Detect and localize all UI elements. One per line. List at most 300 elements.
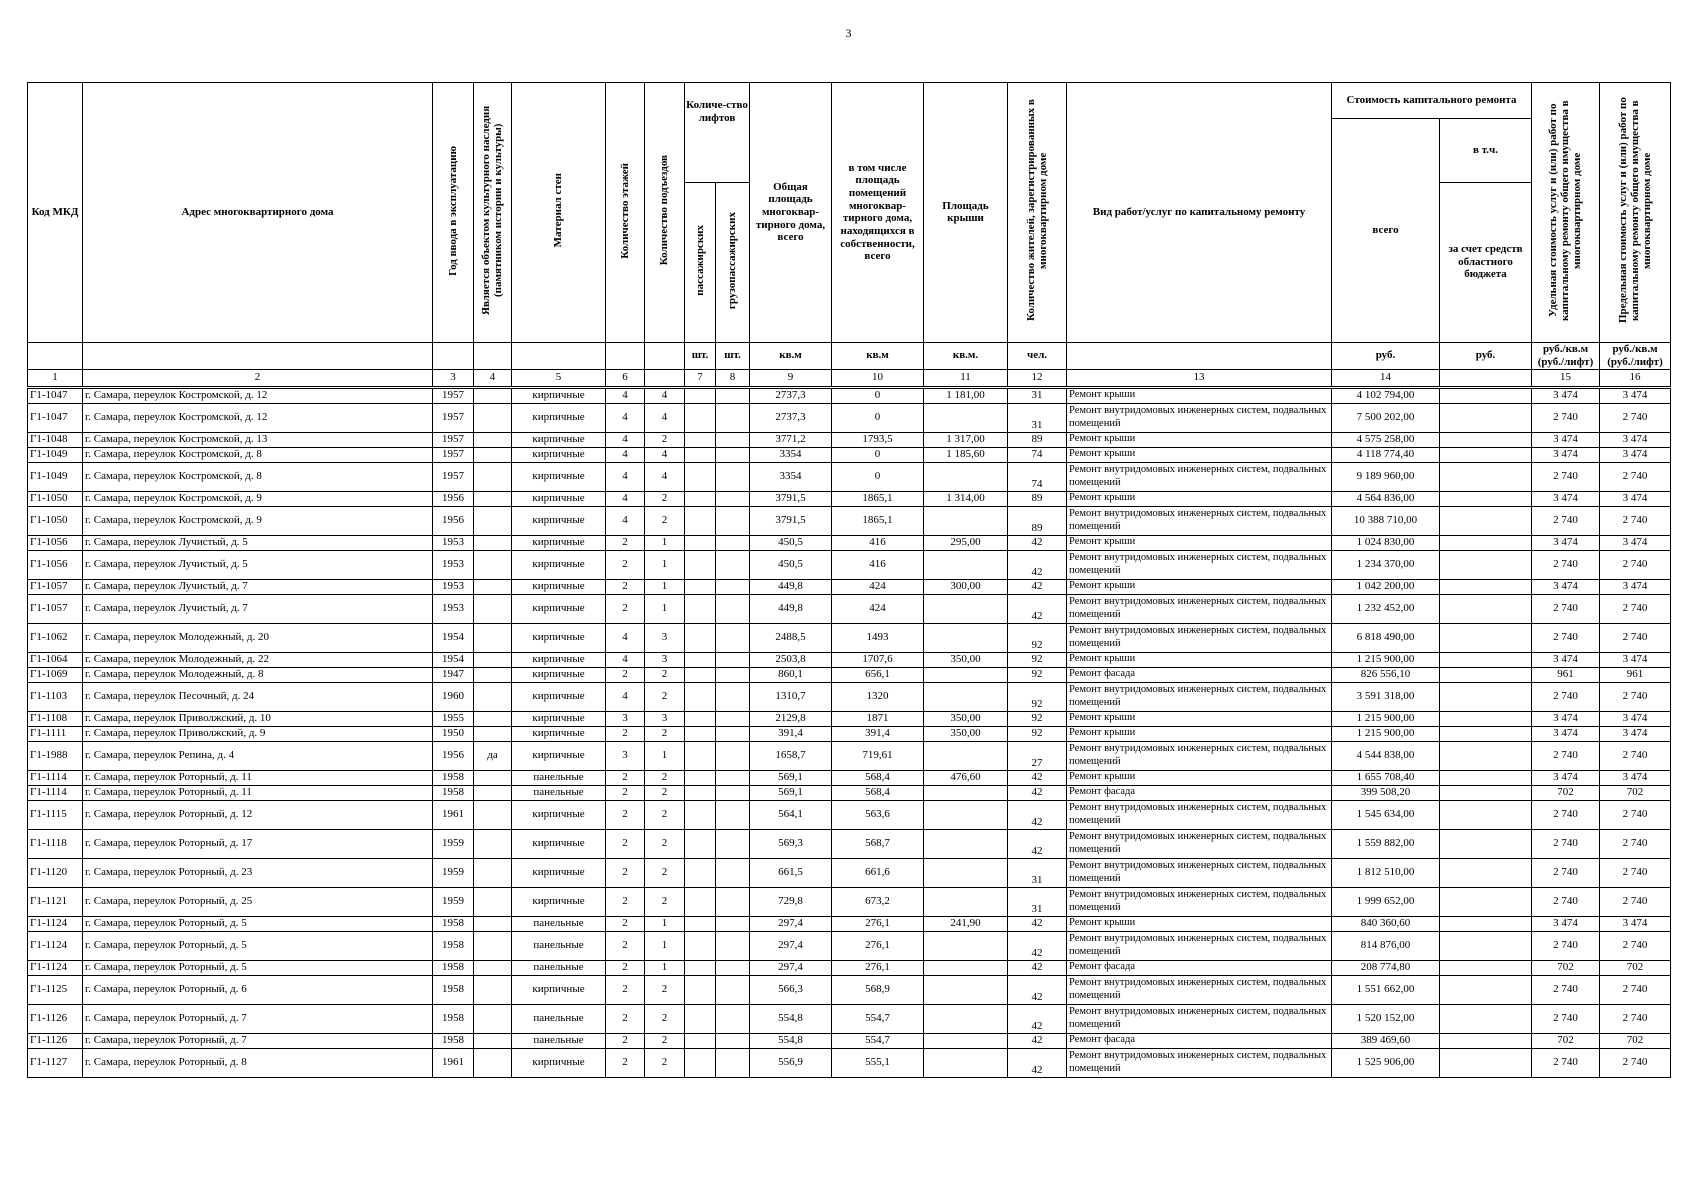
cost-regional-cell bbox=[1440, 1048, 1532, 1077]
year-cell: 1953 bbox=[433, 550, 474, 579]
header-cost-total: всего bbox=[1332, 119, 1440, 343]
header-heritage: Является объектом культурного наследия (памятником истории и культуры) bbox=[474, 83, 512, 343]
cost-total-cell: 1 559 882,00 bbox=[1332, 829, 1440, 858]
wall-material-cell: кирпичные bbox=[512, 652, 606, 667]
entrances-cell: 2 bbox=[645, 975, 685, 1004]
roof-area-cell bbox=[924, 462, 1008, 491]
column-number: 1 bbox=[28, 369, 83, 387]
year-cell: 1961 bbox=[433, 1048, 474, 1077]
table-row bbox=[28, 667, 1671, 682]
header-unit-cost: Удельная стоимость услуг и (или) работ по капитальному ремонту общего имущества в многоквартирном доме bbox=[1532, 83, 1600, 343]
roof-area-cell bbox=[924, 931, 1008, 960]
header-regional-budget: за счет средств областного бюджета bbox=[1440, 182, 1532, 342]
column-numbers-row bbox=[28, 369, 1671, 387]
lifts-cargo-cell bbox=[716, 594, 750, 623]
wall-material-cell: кирпичные bbox=[512, 491, 606, 506]
table-row bbox=[28, 887, 1671, 916]
unit-cost-cell: 2 740 bbox=[1532, 887, 1600, 916]
table-row bbox=[28, 652, 1671, 667]
lifts-cargo-cell bbox=[716, 550, 750, 579]
owned-area-cell: 568,9 bbox=[832, 975, 924, 1004]
mkd-code-cell: Г1-1124 bbox=[28, 960, 83, 975]
roof-area-cell bbox=[924, 800, 1008, 829]
lifts-cargo-cell bbox=[716, 667, 750, 682]
lifts-passenger-cell bbox=[685, 1004, 716, 1033]
table-row bbox=[28, 462, 1671, 491]
max-cost-cell: 702 bbox=[1600, 785, 1671, 800]
total-area-cell: 554,8 bbox=[750, 1004, 832, 1033]
cost-regional-cell bbox=[1440, 387, 1532, 403]
wall-material-cell: кирпичные bbox=[512, 447, 606, 462]
lifts-cargo-cell bbox=[716, 726, 750, 741]
floors-cell: 4 bbox=[606, 682, 645, 711]
floors-cell: 2 bbox=[606, 975, 645, 1004]
cost-regional-cell bbox=[1440, 741, 1532, 770]
year-cell: 1958 bbox=[433, 785, 474, 800]
mkd-code-cell: Г1-1050 bbox=[28, 506, 83, 535]
roof-area-cell bbox=[924, 975, 1008, 1004]
mkd-code-cell: Г1-1126 bbox=[28, 1033, 83, 1048]
heritage-cell bbox=[474, 491, 512, 506]
wall-material-cell: кирпичные bbox=[512, 579, 606, 594]
header-incl: в т.ч. bbox=[1440, 119, 1532, 183]
entrances-cell: 1 bbox=[645, 741, 685, 770]
cost-total-cell: 4 102 794,00 bbox=[1332, 387, 1440, 403]
roof-area-cell: 350,00 bbox=[924, 711, 1008, 726]
year-cell: 1959 bbox=[433, 887, 474, 916]
cost-total-cell: 826 556,10 bbox=[1332, 667, 1440, 682]
floors-cell: 4 bbox=[606, 432, 645, 447]
mkd-code-cell: Г1-1125 bbox=[28, 975, 83, 1004]
cost-total-cell: 1 999 652,00 bbox=[1332, 887, 1440, 916]
table-row bbox=[28, 931, 1671, 960]
address-cell: г. Самара, переулок Роторный, д. 5 bbox=[83, 916, 433, 931]
address-cell: г. Самара, переулок Приволжский, д. 10 bbox=[83, 711, 433, 726]
entrances-cell: 2 bbox=[645, 1048, 685, 1077]
lifts-passenger-cell bbox=[685, 785, 716, 800]
year-cell: 1956 bbox=[433, 491, 474, 506]
owned-area-cell: 719,61 bbox=[832, 741, 924, 770]
unit-cost-cell: 3 474 bbox=[1532, 916, 1600, 931]
unit-cost-cell: 2 740 bbox=[1532, 682, 1600, 711]
wall-material-cell: кирпичные bbox=[512, 594, 606, 623]
cost-total-cell: 399 508,20 bbox=[1332, 785, 1440, 800]
mkd-code-cell: Г1-1056 bbox=[28, 535, 83, 550]
owned-area-cell: 0 bbox=[832, 462, 924, 491]
lifts-cargo-cell bbox=[716, 829, 750, 858]
max-cost-cell: 961 bbox=[1600, 667, 1671, 682]
lifts-passenger-cell bbox=[685, 403, 716, 432]
wall-material-cell: панельные bbox=[512, 916, 606, 931]
residents-cell: 92 bbox=[1008, 726, 1067, 741]
work-type-cell: Ремонт внутридомовых инженерных систем, подвальных помещений bbox=[1067, 550, 1332, 579]
cost-total-cell: 1 812 510,00 bbox=[1332, 858, 1440, 887]
floors-cell: 2 bbox=[606, 1004, 645, 1033]
unit-cost-cell: 2 740 bbox=[1532, 931, 1600, 960]
total-area-cell: 564,1 bbox=[750, 800, 832, 829]
heritage-cell bbox=[474, 916, 512, 931]
unit-cost-cell: 2 740 bbox=[1532, 975, 1600, 1004]
table-row bbox=[28, 741, 1671, 770]
max-cost-cell: 2 740 bbox=[1600, 506, 1671, 535]
residents-cell: 42 bbox=[1008, 770, 1067, 785]
owned-area-cell: 276,1 bbox=[832, 960, 924, 975]
year-cell: 1954 bbox=[433, 623, 474, 652]
total-area-cell: 450,5 bbox=[750, 550, 832, 579]
lifts-cargo-cell bbox=[716, 975, 750, 1004]
lifts-passenger-cell bbox=[685, 887, 716, 916]
table-row bbox=[28, 1033, 1671, 1048]
entrances-cell: 2 bbox=[645, 770, 685, 785]
cost-regional-cell bbox=[1440, 858, 1532, 887]
wall-material-cell: панельные bbox=[512, 1004, 606, 1033]
unit-cost-cell: 2 740 bbox=[1532, 1048, 1600, 1077]
year-cell: 1957 bbox=[433, 432, 474, 447]
cost-regional-cell bbox=[1440, 887, 1532, 916]
cost-total-cell: 1 232 452,00 bbox=[1332, 594, 1440, 623]
unit-pcs: шт. bbox=[685, 342, 716, 369]
total-area-cell: 556,9 bbox=[750, 1048, 832, 1077]
unit-cost-cell: 2 740 bbox=[1532, 1004, 1600, 1033]
owned-area-cell: 554,7 bbox=[832, 1033, 924, 1048]
column-number: 10 bbox=[832, 369, 924, 387]
heritage-cell bbox=[474, 550, 512, 579]
unit-cost-cell: 3 474 bbox=[1532, 447, 1600, 462]
roof-area-cell bbox=[924, 858, 1008, 887]
roof-area-cell bbox=[924, 1033, 1008, 1048]
year-cell: 1950 bbox=[433, 726, 474, 741]
max-cost-cell: 2 740 bbox=[1600, 403, 1671, 432]
entrances-cell: 1 bbox=[645, 550, 685, 579]
max-cost-cell: 3 474 bbox=[1600, 432, 1671, 447]
unit-cost-cell: 2 740 bbox=[1532, 858, 1600, 887]
cost-regional-cell bbox=[1440, 623, 1532, 652]
address-cell: г. Самара, переулок Роторный, д. 11 bbox=[83, 770, 433, 785]
heritage-cell bbox=[474, 770, 512, 785]
lifts-cargo-cell bbox=[716, 858, 750, 887]
cost-regional-cell bbox=[1440, 916, 1532, 931]
cost-total-cell: 3 591 318,00 bbox=[1332, 682, 1440, 711]
address-cell: г. Самара, переулок Молодежный, д. 22 bbox=[83, 652, 433, 667]
cost-total-cell: 1 655 708,40 bbox=[1332, 770, 1440, 785]
unit-cost-cell: 3 474 bbox=[1532, 535, 1600, 550]
wall-material-cell: панельные bbox=[512, 1033, 606, 1048]
unit-cost-cell: 3 474 bbox=[1532, 770, 1600, 785]
unit-cost-cell: 2 740 bbox=[1532, 403, 1600, 432]
mkd-code-cell: Г1-1103 bbox=[28, 682, 83, 711]
residents-cell: 42 bbox=[1008, 931, 1067, 960]
max-cost-cell: 2 740 bbox=[1600, 550, 1671, 579]
owned-area-cell: 416 bbox=[832, 535, 924, 550]
total-area-cell: 297,4 bbox=[750, 960, 832, 975]
mkd-code-cell: Г1-1127 bbox=[28, 1048, 83, 1077]
max-cost-cell: 3 474 bbox=[1600, 652, 1671, 667]
total-area-cell: 661,5 bbox=[750, 858, 832, 887]
wall-material-cell: кирпичные bbox=[512, 550, 606, 579]
roof-area-cell bbox=[924, 741, 1008, 770]
total-area-cell: 729,8 bbox=[750, 887, 832, 916]
roof-area-cell bbox=[924, 623, 1008, 652]
year-cell: 1958 bbox=[433, 960, 474, 975]
table-header bbox=[28, 83, 1671, 388]
floors-cell: 4 bbox=[606, 652, 645, 667]
roof-area-cell bbox=[924, 1004, 1008, 1033]
work-type-cell: Ремонт крыши bbox=[1067, 916, 1332, 931]
lifts-passenger-cell bbox=[685, 491, 716, 506]
work-type-cell: Ремонт крыши bbox=[1067, 652, 1332, 667]
floors-cell: 3 bbox=[606, 741, 645, 770]
table-row bbox=[28, 491, 1671, 506]
heritage-cell bbox=[474, 667, 512, 682]
header-wall-material: Материал стен bbox=[512, 83, 606, 343]
unit-cost-cell: 3 474 bbox=[1532, 652, 1600, 667]
address-cell: г. Самара, переулок Костромской, д. 13 bbox=[83, 432, 433, 447]
max-cost-cell: 2 740 bbox=[1600, 741, 1671, 770]
residents-cell: 42 bbox=[1008, 800, 1067, 829]
page-number: 3 bbox=[845, 26, 852, 40]
residents-cell: 92 bbox=[1008, 652, 1067, 667]
entrances-cell: 2 bbox=[645, 800, 685, 829]
floors-cell: 2 bbox=[606, 1033, 645, 1048]
address-cell: г. Самара, переулок Роторный, д. 5 bbox=[83, 960, 433, 975]
heritage-cell bbox=[474, 829, 512, 858]
max-cost-cell: 3 474 bbox=[1600, 711, 1671, 726]
total-area-cell: 2488,5 bbox=[750, 623, 832, 652]
residents-cell: 31 bbox=[1008, 858, 1067, 887]
work-type-cell: Ремонт крыши bbox=[1067, 726, 1332, 741]
wall-material-cell: кирпичные bbox=[512, 462, 606, 491]
mkd-code-cell: Г1-1988 bbox=[28, 741, 83, 770]
owned-area-cell: 1707,6 bbox=[832, 652, 924, 667]
unit-rate: руб./кв.м (руб./лифт) bbox=[1532, 342, 1600, 369]
wall-material-cell: кирпичные bbox=[512, 1048, 606, 1077]
column-number: 12 bbox=[1008, 369, 1067, 387]
address-cell: г. Самара, переулок Костромской, д. 12 bbox=[83, 403, 433, 432]
total-area-cell: 569,1 bbox=[750, 785, 832, 800]
unit-cost-cell: 702 bbox=[1532, 1033, 1600, 1048]
cost-regional-cell bbox=[1440, 711, 1532, 726]
table-row bbox=[28, 726, 1671, 741]
cost-regional-cell bbox=[1440, 682, 1532, 711]
column-number bbox=[1440, 369, 1532, 387]
residents-cell: 31 bbox=[1008, 387, 1067, 403]
address-cell: г. Самара, переулок Роторный, д. 7 bbox=[83, 1033, 433, 1048]
address-cell: г. Самара, переулок Костромской, д. 8 bbox=[83, 462, 433, 491]
cost-regional-cell bbox=[1440, 1004, 1532, 1033]
roof-area-cell: 350,00 bbox=[924, 652, 1008, 667]
entrances-cell: 4 bbox=[645, 447, 685, 462]
unit-sqm: кв.м bbox=[832, 342, 924, 369]
entrances-cell: 2 bbox=[645, 785, 685, 800]
cost-total-cell: 1 551 662,00 bbox=[1332, 975, 1440, 1004]
column-number bbox=[645, 369, 685, 387]
address-cell: г. Самара, переулок Молодежный, д. 20 bbox=[83, 623, 433, 652]
table-row bbox=[28, 785, 1671, 800]
max-cost-cell: 3 474 bbox=[1600, 916, 1671, 931]
cost-total-cell: 1 525 906,00 bbox=[1332, 1048, 1440, 1077]
unit-cost-cell: 961 bbox=[1532, 667, 1600, 682]
table-row bbox=[28, 1004, 1671, 1033]
lifts-cargo-cell bbox=[716, 916, 750, 931]
total-area-cell: 449,8 bbox=[750, 594, 832, 623]
entrances-cell: 2 bbox=[645, 858, 685, 887]
total-area-cell: 569,3 bbox=[750, 829, 832, 858]
roof-area-cell: 1 185,60 bbox=[924, 447, 1008, 462]
unit-cost-cell: 2 740 bbox=[1532, 506, 1600, 535]
total-area-cell: 3771,2 bbox=[750, 432, 832, 447]
heritage-cell bbox=[474, 887, 512, 916]
unit-cost-cell: 3 474 bbox=[1532, 579, 1600, 594]
header-lifts-cargo: грузопассажирских bbox=[716, 182, 750, 342]
cost-regional-cell bbox=[1440, 829, 1532, 858]
entrances-cell: 2 bbox=[645, 726, 685, 741]
cost-regional-cell bbox=[1440, 667, 1532, 682]
owned-area-cell: 1793,5 bbox=[832, 432, 924, 447]
column-number: 7 bbox=[685, 369, 716, 387]
work-type-cell: Ремонт внутридомовых инженерных систем, подвальных помещений bbox=[1067, 931, 1332, 960]
roof-area-cell: 1 317,00 bbox=[924, 432, 1008, 447]
table-body bbox=[28, 387, 1671, 1077]
address-cell: г. Самара, переулок Костромской, д. 12 bbox=[83, 387, 433, 403]
address-cell: г. Самара, переулок Лучистый, д. 7 bbox=[83, 594, 433, 623]
header-residents: Количество жителей, зарегистрированных в многоквартирном доме bbox=[1008, 83, 1067, 343]
lifts-passenger-cell bbox=[685, 506, 716, 535]
lifts-cargo-cell bbox=[716, 741, 750, 770]
mkd-code-cell: Г1-1114 bbox=[28, 770, 83, 785]
year-cell: 1955 bbox=[433, 711, 474, 726]
column-number: 6 bbox=[606, 369, 645, 387]
address-cell: г. Самара, переулок Костромской, д. 8 bbox=[83, 447, 433, 462]
lifts-passenger-cell bbox=[685, 711, 716, 726]
year-cell: 1954 bbox=[433, 652, 474, 667]
work-type-cell: Ремонт фасада bbox=[1067, 960, 1332, 975]
header-roof-area: Площадь крыши bbox=[924, 83, 1008, 343]
heritage-cell bbox=[474, 579, 512, 594]
unit-rub: руб. bbox=[1440, 342, 1532, 369]
lifts-cargo-cell bbox=[716, 432, 750, 447]
roof-area-cell: 1 181,00 bbox=[924, 387, 1008, 403]
year-cell: 1959 bbox=[433, 829, 474, 858]
unit-people: чел. bbox=[1008, 342, 1067, 369]
total-area-cell: 3354 bbox=[750, 447, 832, 462]
wall-material-cell: панельные bbox=[512, 960, 606, 975]
residents-cell: 42 bbox=[1008, 1048, 1067, 1077]
wall-material-cell: кирпичные bbox=[512, 667, 606, 682]
roof-area-cell bbox=[924, 403, 1008, 432]
column-number: 15 bbox=[1532, 369, 1600, 387]
total-area-cell: 449,8 bbox=[750, 579, 832, 594]
cost-regional-cell bbox=[1440, 800, 1532, 829]
unit-sqm: кв.м bbox=[750, 342, 832, 369]
table-row bbox=[28, 387, 1671, 403]
owned-area-cell: 568,4 bbox=[832, 785, 924, 800]
lifts-passenger-cell bbox=[685, 975, 716, 1004]
cost-regional-cell bbox=[1440, 462, 1532, 491]
max-cost-cell: 2 740 bbox=[1600, 594, 1671, 623]
column-number: 16 bbox=[1600, 369, 1671, 387]
work-type-cell: Ремонт внутридомовых инженерных систем, подвальных помещений bbox=[1067, 403, 1332, 432]
year-cell: 1947 bbox=[433, 667, 474, 682]
unit-rate: руб./кв.м (руб./лифт) bbox=[1600, 342, 1671, 369]
owned-area-cell: 568,7 bbox=[832, 829, 924, 858]
entrances-cell: 4 bbox=[645, 403, 685, 432]
heritage-cell bbox=[474, 711, 512, 726]
heritage-cell bbox=[474, 726, 512, 741]
table-row bbox=[28, 858, 1671, 887]
lifts-passenger-cell bbox=[685, 741, 716, 770]
work-type-cell: Ремонт внутридомовых инженерных систем, подвальных помещений bbox=[1067, 506, 1332, 535]
roof-area-cell bbox=[924, 667, 1008, 682]
work-type-cell: Ремонт крыши bbox=[1067, 432, 1332, 447]
entrances-cell: 3 bbox=[645, 652, 685, 667]
cost-regional-cell bbox=[1440, 535, 1532, 550]
owned-area-cell: 1493 bbox=[832, 623, 924, 652]
entrances-cell: 1 bbox=[645, 594, 685, 623]
year-cell: 1956 bbox=[433, 741, 474, 770]
cost-regional-cell bbox=[1440, 785, 1532, 800]
owned-area-cell: 555,1 bbox=[832, 1048, 924, 1077]
column-number: 8 bbox=[716, 369, 750, 387]
unit-pcs: шт. bbox=[716, 342, 750, 369]
cost-regional-cell bbox=[1440, 960, 1532, 975]
residents-cell: 42 bbox=[1008, 579, 1067, 594]
work-type-cell: Ремонт внутридомовых инженерных систем, подвальных помещений bbox=[1067, 1004, 1332, 1033]
mkd-code-cell: Г1-1126 bbox=[28, 1004, 83, 1033]
roof-area-cell: 295,00 bbox=[924, 535, 1008, 550]
year-cell: 1958 bbox=[433, 916, 474, 931]
lifts-cargo-cell bbox=[716, 931, 750, 960]
capital-repair-table bbox=[27, 82, 1671, 1078]
address-cell: г. Самара, переулок Роторный, д. 12 bbox=[83, 800, 433, 829]
mkd-code-cell: Г1-1115 bbox=[28, 800, 83, 829]
owned-area-cell: 1865,1 bbox=[832, 506, 924, 535]
lifts-cargo-cell bbox=[716, 579, 750, 594]
mkd-code-cell: Г1-1120 bbox=[28, 858, 83, 887]
lifts-passenger-cell bbox=[685, 447, 716, 462]
roof-area-cell bbox=[924, 550, 1008, 579]
floors-cell: 4 bbox=[606, 491, 645, 506]
max-cost-cell: 2 740 bbox=[1600, 1048, 1671, 1077]
address-cell: г. Самара, переулок Роторный, д. 8 bbox=[83, 1048, 433, 1077]
capital-repair-table-container bbox=[27, 82, 1670, 1078]
entrances-cell: 2 bbox=[645, 1004, 685, 1033]
residents-cell: 42 bbox=[1008, 535, 1067, 550]
lifts-passenger-cell bbox=[685, 726, 716, 741]
wall-material-cell: кирпичные bbox=[512, 535, 606, 550]
max-cost-cell: 2 740 bbox=[1600, 800, 1671, 829]
lifts-cargo-cell bbox=[716, 770, 750, 785]
mkd-code-cell: Г1-1062 bbox=[28, 623, 83, 652]
roof-area-cell: 241,90 bbox=[924, 916, 1008, 931]
year-cell: 1957 bbox=[433, 387, 474, 403]
owned-area-cell: 1865,1 bbox=[832, 491, 924, 506]
lifts-cargo-cell bbox=[716, 462, 750, 491]
work-type-cell: Ремонт внутридомовых инженерных систем, подвальных помещений bbox=[1067, 887, 1332, 916]
residents-cell: 31 bbox=[1008, 403, 1067, 432]
lifts-passenger-cell bbox=[685, 579, 716, 594]
lifts-cargo-cell bbox=[716, 1004, 750, 1033]
wall-material-cell: кирпичные bbox=[512, 887, 606, 916]
table-row bbox=[28, 916, 1671, 931]
cost-total-cell: 208 774,80 bbox=[1332, 960, 1440, 975]
year-cell: 1958 bbox=[433, 931, 474, 960]
roof-area-cell bbox=[924, 1048, 1008, 1077]
address-cell: г. Самара, переулок Роторный, д. 6 bbox=[83, 975, 433, 1004]
cost-regional-cell bbox=[1440, 770, 1532, 785]
cost-regional-cell bbox=[1440, 432, 1532, 447]
floors-cell: 2 bbox=[606, 1048, 645, 1077]
heritage-cell bbox=[474, 1048, 512, 1077]
